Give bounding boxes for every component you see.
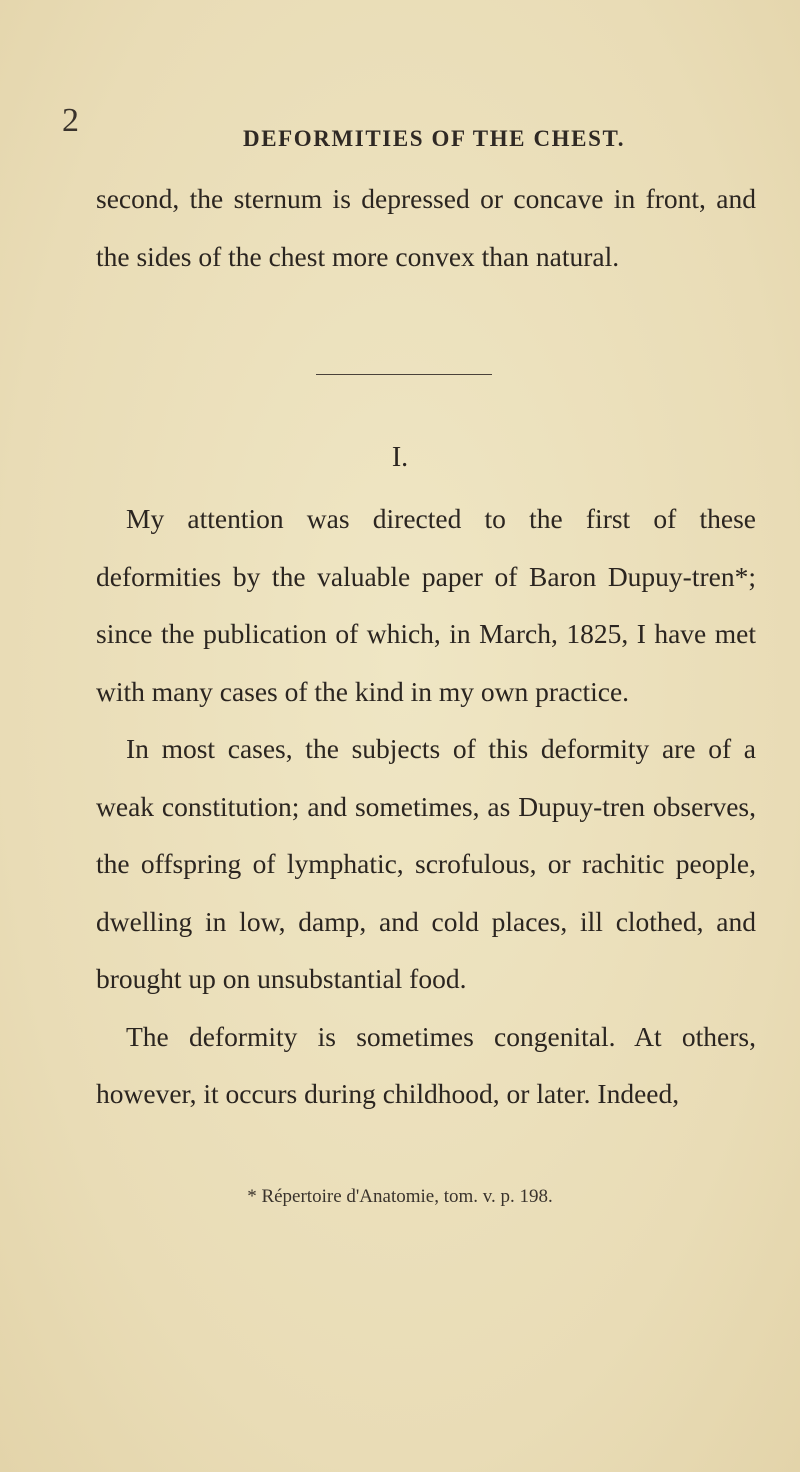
paragraph-3: The deformity is sometimes congenital. At others, however, it occurs during childhood, or later. Indeed, (96, 1020, 756, 1109)
section-number: I. (391, 442, 409, 473)
paragraph-1: My attention was directed to the first of these deformities by the valuable paper of Baron Dupuy-tren*; since the publication of which, in March, 1825, I have met with many cases of the kind in my own practice. (96, 503, 756, 707)
footnote: * Répertoire d'Anatomie, tom. v. p. 198. (247, 1186, 553, 1207)
page-number: 2 (62, 102, 79, 139)
running-title: DEFORMITIES OF THE CHEST. (243, 126, 626, 151)
section-divider (316, 374, 492, 375)
paragraph-2: In most cases, the subjects of this deformity are of a weak constitution; and sometimes, as Dupuy-tren observes, the offspring of lymphatic, scrofulous, or rachitic people, dwelling in low, damp, and cold places, ill clothed, and brought up on unsubstantial food. (96, 733, 756, 994)
body-paragraphs (96, 490, 756, 1123)
opening-paragraph: second, the sternum is depressed or concave in front, and the sides of the chest more convex than natural. (96, 183, 756, 272)
